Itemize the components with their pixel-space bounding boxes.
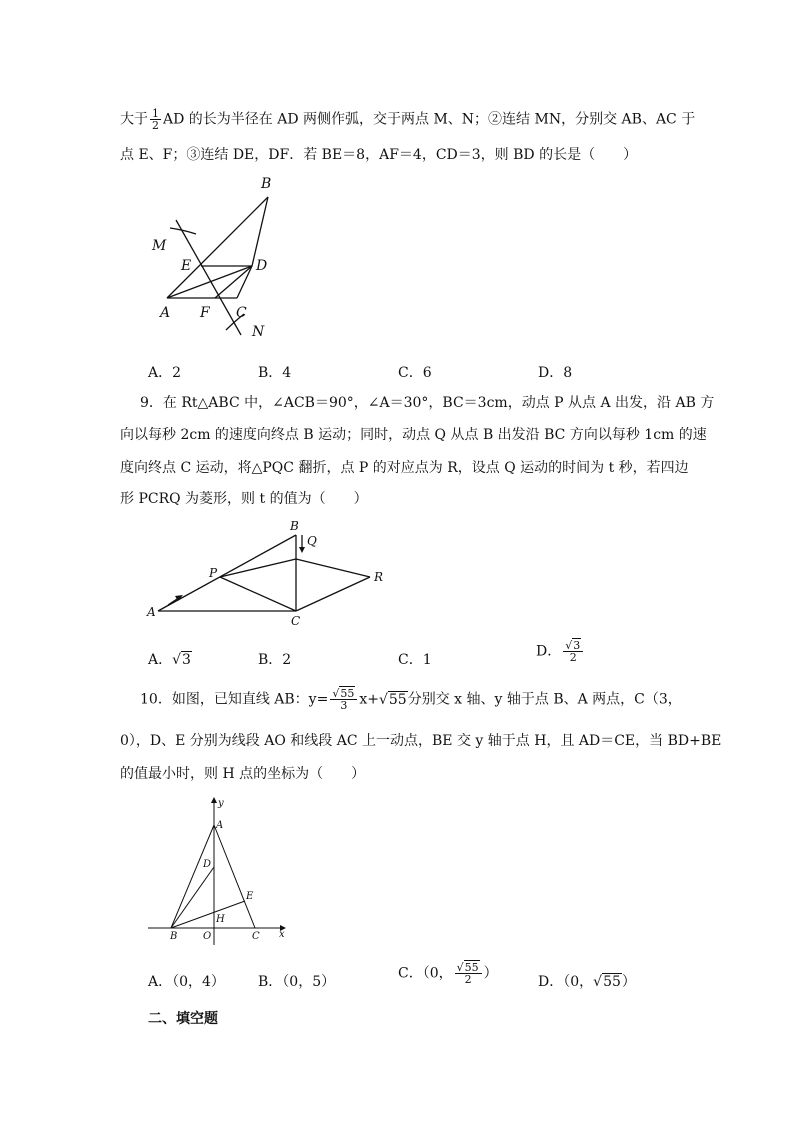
q8-label-f: F bbox=[200, 305, 210, 321]
q10-text-line-3: 的值最小时，则 H 点的坐标为（ ） bbox=[120, 766, 366, 782]
q10-line1-mid: x+ bbox=[359, 691, 379, 708]
q10-option-d-suffix: ） bbox=[621, 974, 636, 990]
q9-segment-pc bbox=[220, 577, 296, 611]
q9-segment-rc bbox=[296, 577, 370, 611]
q10-option-d-label: D．（0， bbox=[538, 974, 594, 990]
q10-option-c-numerator: √55 bbox=[455, 962, 482, 974]
q10-y-axis-arrow bbox=[211, 797, 217, 803]
q9-option-a-sqrt: √3 bbox=[172, 652, 191, 668]
q8-diagram bbox=[140, 170, 290, 345]
q10-option-c-denominator: 2 bbox=[464, 973, 472, 986]
q10-fraction-radicand: 55 bbox=[340, 687, 355, 700]
q8-fraction bbox=[150, 108, 161, 131]
q9-text-line-2: 向以每秒 2cm 的速度向终点 B 运动；同时，动点 Q 从点 B 出发沿 BC 方向以每秒 1cm 的速 bbox=[120, 427, 707, 443]
q10-label-d: D bbox=[203, 859, 212, 870]
q8-line1-prefix: 大于 bbox=[120, 111, 148, 128]
q9-segment-qr bbox=[296, 559, 370, 577]
q8-option-b: B．4 bbox=[258, 365, 292, 381]
q9-option-d-label: D． bbox=[536, 643, 562, 660]
q10-line1-radicand: 55 bbox=[388, 691, 407, 708]
q8-line1-rest: AD 的长为半径在 AD 两侧作弧，交于两点 M、N；②连结 MN，分别交 AB、AC 于 bbox=[163, 111, 696, 128]
q9-option-a bbox=[148, 650, 192, 670]
q10-option-a: A．（0，4） bbox=[148, 974, 225, 990]
q9-text-line-3: 度向终点 C 运动，将△PQC 翻折，点 P 的对应点为 R，设点 Q 运动的时间为 t 秒，若四边 bbox=[120, 460, 689, 476]
q10-option-d-radicand: 55 bbox=[603, 974, 621, 990]
q9-segment-pq bbox=[220, 559, 296, 577]
q10-segment-ac bbox=[214, 825, 255, 928]
q10-fraction bbox=[330, 688, 357, 711]
q8-label-d: D bbox=[256, 258, 268, 274]
q10-label-h: H bbox=[216, 914, 225, 925]
q10-line1-prefix: 10．如图，已知直线 AB：y= bbox=[140, 691, 329, 708]
q9-option-d-numerator: √3 bbox=[563, 640, 583, 652]
q8-text-line-2: 点 E、F；③连结 DE，DF．若 BE＝8，AF＝4，CD＝3，则 BD 的长是（ ） bbox=[120, 147, 638, 163]
q8-segment-bd bbox=[252, 197, 268, 266]
q10-label-c: C bbox=[252, 931, 260, 942]
q10-option-d-sqrt: √55 bbox=[593, 974, 621, 990]
q10-text-line-1 bbox=[140, 688, 682, 711]
q8-fraction-denominator: 2 bbox=[152, 119, 159, 132]
q8-label-a: A bbox=[160, 305, 171, 321]
q10-option-c-fraction bbox=[455, 962, 482, 985]
q8-label-c: C bbox=[236, 305, 247, 321]
q8-label-e: E bbox=[181, 258, 192, 274]
q9-option-d bbox=[536, 640, 585, 663]
q9-arrow-q-head bbox=[299, 547, 305, 553]
q10-label-o: O bbox=[203, 931, 212, 942]
q9-option-b: B．2 bbox=[258, 652, 292, 668]
q10-line1-rest: 分别交 x 轴、y 轴于点 B、A 两点，C（3， bbox=[407, 691, 682, 708]
q10-label-b: B bbox=[170, 931, 178, 942]
q10-option-c-radicand: 55 bbox=[464, 961, 479, 974]
q8-segment-df bbox=[215, 266, 252, 298]
q10-fraction-numerator: √55 bbox=[330, 688, 357, 700]
q9-option-d-fraction bbox=[563, 640, 583, 663]
q8-option-d: D．8 bbox=[538, 365, 573, 381]
q8-label-n: N bbox=[252, 324, 265, 340]
q9-label-p: P bbox=[209, 566, 218, 580]
q9-text-line-1: 9．在 Rt△ABC 中，∠ACB＝90°，∠A＝30°，BC＝3cm，动点 P 从点 A 出发，沿 AB 方 bbox=[140, 395, 715, 411]
q10-diagram bbox=[140, 795, 290, 950]
q9-label-a: A bbox=[147, 605, 156, 619]
q8-option-c: C．6 bbox=[398, 365, 432, 381]
q9-text-line-4: 形 PCRQ 为菱形，则 t 的值为（ ） bbox=[120, 491, 368, 507]
q9-option-d-denominator: 2 bbox=[569, 651, 577, 664]
q8-fraction-numerator: 1 bbox=[152, 107, 159, 120]
q9-label-q: Q bbox=[307, 534, 317, 548]
q9-option-d-radicand: 3 bbox=[573, 639, 581, 652]
q9-label-b: B bbox=[290, 519, 299, 533]
q10-option-b: B．（0，5） bbox=[258, 974, 336, 990]
q10-option-c-label: C．（0， bbox=[398, 965, 453, 982]
q9-label-r: R bbox=[374, 570, 384, 584]
q10-option-c bbox=[398, 962, 498, 985]
q10-label-e: E bbox=[246, 891, 254, 902]
q9-diagram bbox=[140, 515, 400, 630]
q10-label-x: x bbox=[279, 929, 285, 940]
q8-text-line-1 bbox=[120, 108, 695, 131]
q9-option-c: C．1 bbox=[398, 652, 432, 668]
q8-segment-ab bbox=[167, 197, 268, 298]
q10-line1-sqrt: √55 bbox=[378, 691, 407, 708]
q10-text-line-2: 0），D、E 分别为线段 AO 和线段 AC 上一动点，BE 交 y 轴于点 H，且 AD＝CE，当 BD+BE bbox=[120, 733, 722, 749]
q10-option-c-suffix: ） bbox=[483, 965, 498, 982]
q9-option-a-radicand: 3 bbox=[182, 652, 191, 668]
q10-label-y: y bbox=[218, 798, 224, 809]
q8-label-b: B bbox=[261, 176, 272, 192]
q9-option-a-label: A． bbox=[148, 652, 173, 668]
section-title: 二、填空题 bbox=[148, 1011, 218, 1027]
q9-label-c: C bbox=[291, 614, 301, 628]
q8-option-a: A．2 bbox=[148, 365, 182, 381]
q10-label-a: A bbox=[216, 820, 224, 831]
q10-segment-be bbox=[171, 901, 245, 928]
q8-label-m: M bbox=[152, 238, 167, 254]
q10-option-d bbox=[538, 972, 636, 992]
q10-fraction-denominator: 3 bbox=[340, 699, 348, 712]
